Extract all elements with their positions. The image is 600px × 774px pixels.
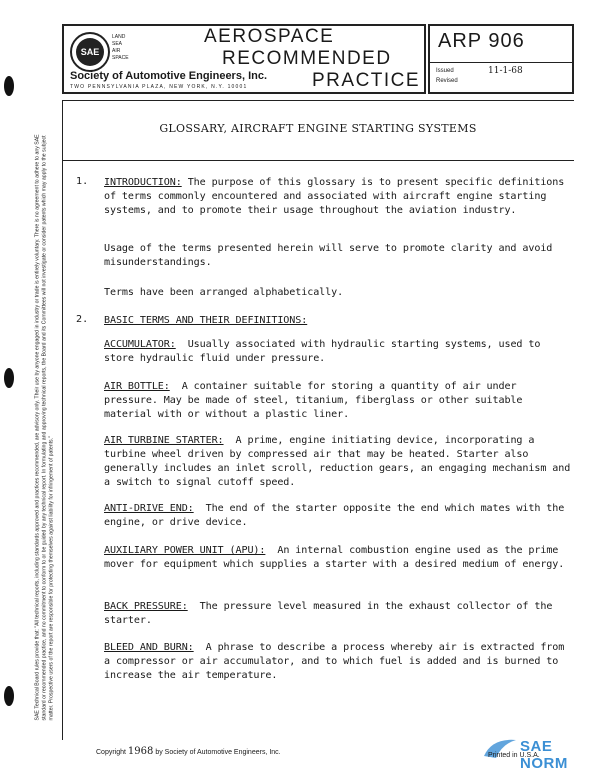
punch-hole <box>4 368 14 388</box>
section-heading: INTRODUCTION: <box>104 177 182 188</box>
term-name: ANTI-DRIVE END: <box>104 503 194 514</box>
term-definition: The end of the starter opposite the end which mates with the engine, or drive device. <box>104 503 565 528</box>
glossary-entry <box>104 600 574 628</box>
term-definition: A phrase to describe a process whereby air is extracted from a compressor or air accumulator, and to which fuel is added and is burned to increase the air temperature. <box>104 642 565 681</box>
arp-number: ARP 906 <box>438 30 525 52</box>
society-address: TWO PENNSYLVANIA PLAZA, NEW YORK, N.Y. 10001 <box>70 84 248 90</box>
margin-line <box>62 100 63 740</box>
term-name: AUXILIARY POWER UNIT (APU): <box>104 545 266 556</box>
glossary-entry <box>104 434 574 490</box>
sae-logo <box>70 32 110 72</box>
logo-tagline: LAND SEA AIR SPACE <box>112 34 129 61</box>
printed-in: Printed in U.S.A. <box>488 752 540 759</box>
intro-paragraph: Usage of the terms presented herein will serve to promote clarity and avoid misunderstandings. <box>104 243 553 268</box>
title-practice: PRACTICE <box>312 70 421 91</box>
section-number: 2. <box>76 314 89 325</box>
logo-text: SAE <box>76 38 104 66</box>
term-name: BLEED AND BURN: <box>104 642 194 653</box>
revised-label: Revised <box>436 78 458 84</box>
rule-title <box>62 160 574 161</box>
society-name: Society of Automotive Engineers, Inc. <box>70 70 268 82</box>
glossary-entry <box>104 338 574 366</box>
section-text: The purpose of this glossary is to present specific definitions of terms commonly encountered and associated with aircraft engine starting systems, and to promote their usage throughout the aviation industry. <box>104 177 565 216</box>
disclaimer-sidebar: SAE Technical Board rules provide that: "All technical reports, including standards approved and practices recommended, are advisory only. Their use by anyone engaged in industry or trade is entirely voluntary. There is no agreement to adhere to any SAE standard or recommended practice, and no commitment to conform to or be guided by any technical report. In formulating and approving technical reports, the Board and its Committees will not investigate or consider patents which may apply to the subject matter. Prospective users of the report are responsible for protecting themselves against liability for infringement of patents." <box>34 134 55 721</box>
arp-box <box>428 24 574 94</box>
glossary-entry <box>104 641 574 683</box>
term-definition: The pressure level measured in the exhaust collector of the starter. <box>104 601 553 626</box>
term-name: ACCUMULATOR: <box>104 339 176 350</box>
header-box <box>62 24 426 94</box>
term-name: BACK PRESSURE: <box>104 601 188 612</box>
term-name: AIR TURBINE STARTER: <box>104 435 224 446</box>
rule-top <box>62 100 574 101</box>
watermark-text: SAE NORM <box>520 738 568 772</box>
title-aerospace: AEROSPACE <box>204 26 335 47</box>
term-definition: A container suitable for storing a quantity of air under pressure. May be made of steel, titanium, fiberglass or other suitable material with or without a plastic liner. <box>104 381 523 420</box>
term-name: AIR BOTTLE: <box>104 381 170 392</box>
glossary-entry <box>104 544 574 572</box>
intro-paragraph: Terms have been arranged alphabetically. <box>104 287 344 298</box>
punch-hole <box>4 76 14 96</box>
term-definition: An internal combustion engine used as the prime mover for equipment which supplies a starter with a desired medium of energy. <box>104 545 565 570</box>
section-number: 1. <box>76 176 89 187</box>
glossary-entry <box>104 380 574 422</box>
title-recommended: RECOMMENDED <box>222 48 392 69</box>
section-intro <box>104 176 574 218</box>
glossary-entry <box>104 502 574 530</box>
punch-hole <box>4 686 14 706</box>
issued-date: 11-1-68 <box>488 66 523 76</box>
term-definition: Usually associated with hydraulic starting systems, used to store hydraulic fluid under pressure. <box>104 339 541 364</box>
section-heading: BASIC TERMS AND THEIR DEFINITIONS: <box>104 315 308 326</box>
issued-label: Issued <box>436 68 454 74</box>
document-title: GLOSSARY, AIRCRAFT ENGINE STARTING SYSTEMS <box>159 122 477 135</box>
copyright-line: Copyright 1968 by Society of Automotive Engineers, Inc. <box>96 746 281 757</box>
term-definition: A prime, engine initiating device, incorporating a turbine wheel driven by compressed air that may be heated. Starter also generally includes an inlet scroll, reduction gears, an engaging mechanism and a switch to signal cutoff speed. <box>104 435 571 488</box>
divider <box>430 62 572 63</box>
